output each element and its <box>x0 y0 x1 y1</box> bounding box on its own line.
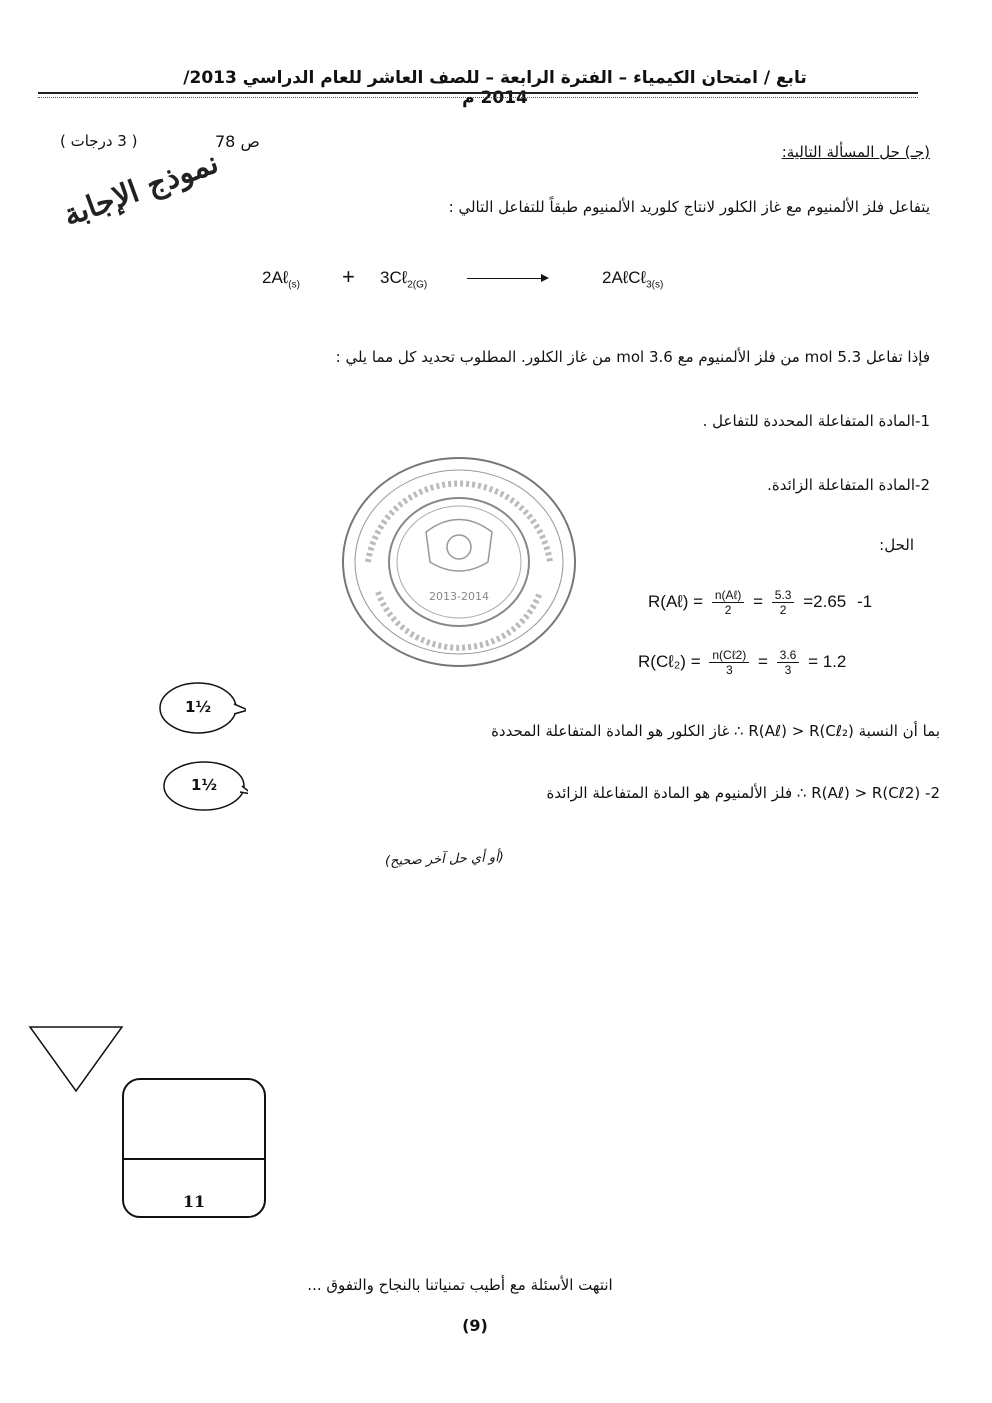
reactant-chlorine: 3Cℓ$_{2(G)}$ <box>380 268 428 291</box>
official-stamp-seal <box>338 452 580 672</box>
mark-value-2: 1½ <box>191 776 217 794</box>
mark-bubble-2 <box>160 758 248 814</box>
header-divider-dotted <box>38 97 918 98</box>
conclusion-excess: R(Aℓ) > R(Cℓ2) -2 ∴ فلز الألمنيوم هو المادة المتفاعلة الزائدة <box>546 784 940 802</box>
stamp-year: 2013-2014 <box>429 590 489 603</box>
closing-message: انتهت الأسئلة مع أطيب تمنياتنا بالنجاح والتفوق ... <box>307 1276 613 1294</box>
model-answer-label: نموذج الإجابة <box>58 145 224 234</box>
ratio-chlorine: R(Cℓ₂) = $\frac{\text{n(Cℓ2)}}{3}$ = $\frac{3.6}{3}$ = 1.2 <box>638 648 847 677</box>
plus-sign: + <box>342 264 355 289</box>
question-intro: يتفاعل فلز الألمنيوم مع غاز الكلور لانتاج كلوريد الألمنيوم طبقاً للتفاعل التالي : <box>448 198 930 216</box>
alternative-solution-note: (أو أي حل آخر صحيح) <box>384 849 505 870</box>
score-box-divider <box>124 1158 264 1160</box>
page-reference: ص 78 <box>215 132 260 151</box>
question-given: فإذا تفاعل 5.3 mol من فلز الألمنيوم مع 3.6 mol من غاز الكلور. المطلوب تحديد كل مما يلي : <box>335 348 930 366</box>
question-item-1: 1-المادة المتفاعلة المحددة للتفاعل . <box>702 412 930 430</box>
question-heading: (جـ) حل المسألة التالية: <box>781 143 930 161</box>
triangle-shape <box>28 1025 124 1093</box>
score-box <box>122 1078 266 1218</box>
reactant-aluminium: 2Aℓ$_{(s)}$ <box>262 268 300 291</box>
reaction-arrow <box>467 278 547 279</box>
page-number: (9) <box>462 1316 488 1335</box>
question-item-2: 2-المادة المتفاعلة الزائدة. <box>767 476 930 494</box>
conclusion-limiting: بما أن النسبة R(Aℓ) > R(Cℓ₂) ∴ غاز الكلور هو المادة المتفاعلة المحددة <box>491 722 940 740</box>
question-marks: ( 3 درجات ) <box>60 132 138 150</box>
ratio-aluminium: R(Aℓ) = $\frac{\text{n(Aℓ)}}{2}$ = $\frac{5.3}{2}$ =2.65 -1 <box>648 588 873 617</box>
solution-heading: الحل: <box>879 536 914 554</box>
product-aluminium-chloride: 2AℓCℓ$_{3(s)}$ <box>602 268 664 291</box>
header-divider <box>38 92 918 94</box>
mark-value-1: 1½ <box>185 698 211 716</box>
mark-bubble-1 <box>158 680 246 736</box>
exam-header-title: تابع / امتحان الكيمياء – الفترة الرابعة – للصف العاشر للعام الدراسي 2013/ 2014 م <box>183 68 807 108</box>
score-value: 11 <box>182 1192 206 1211</box>
